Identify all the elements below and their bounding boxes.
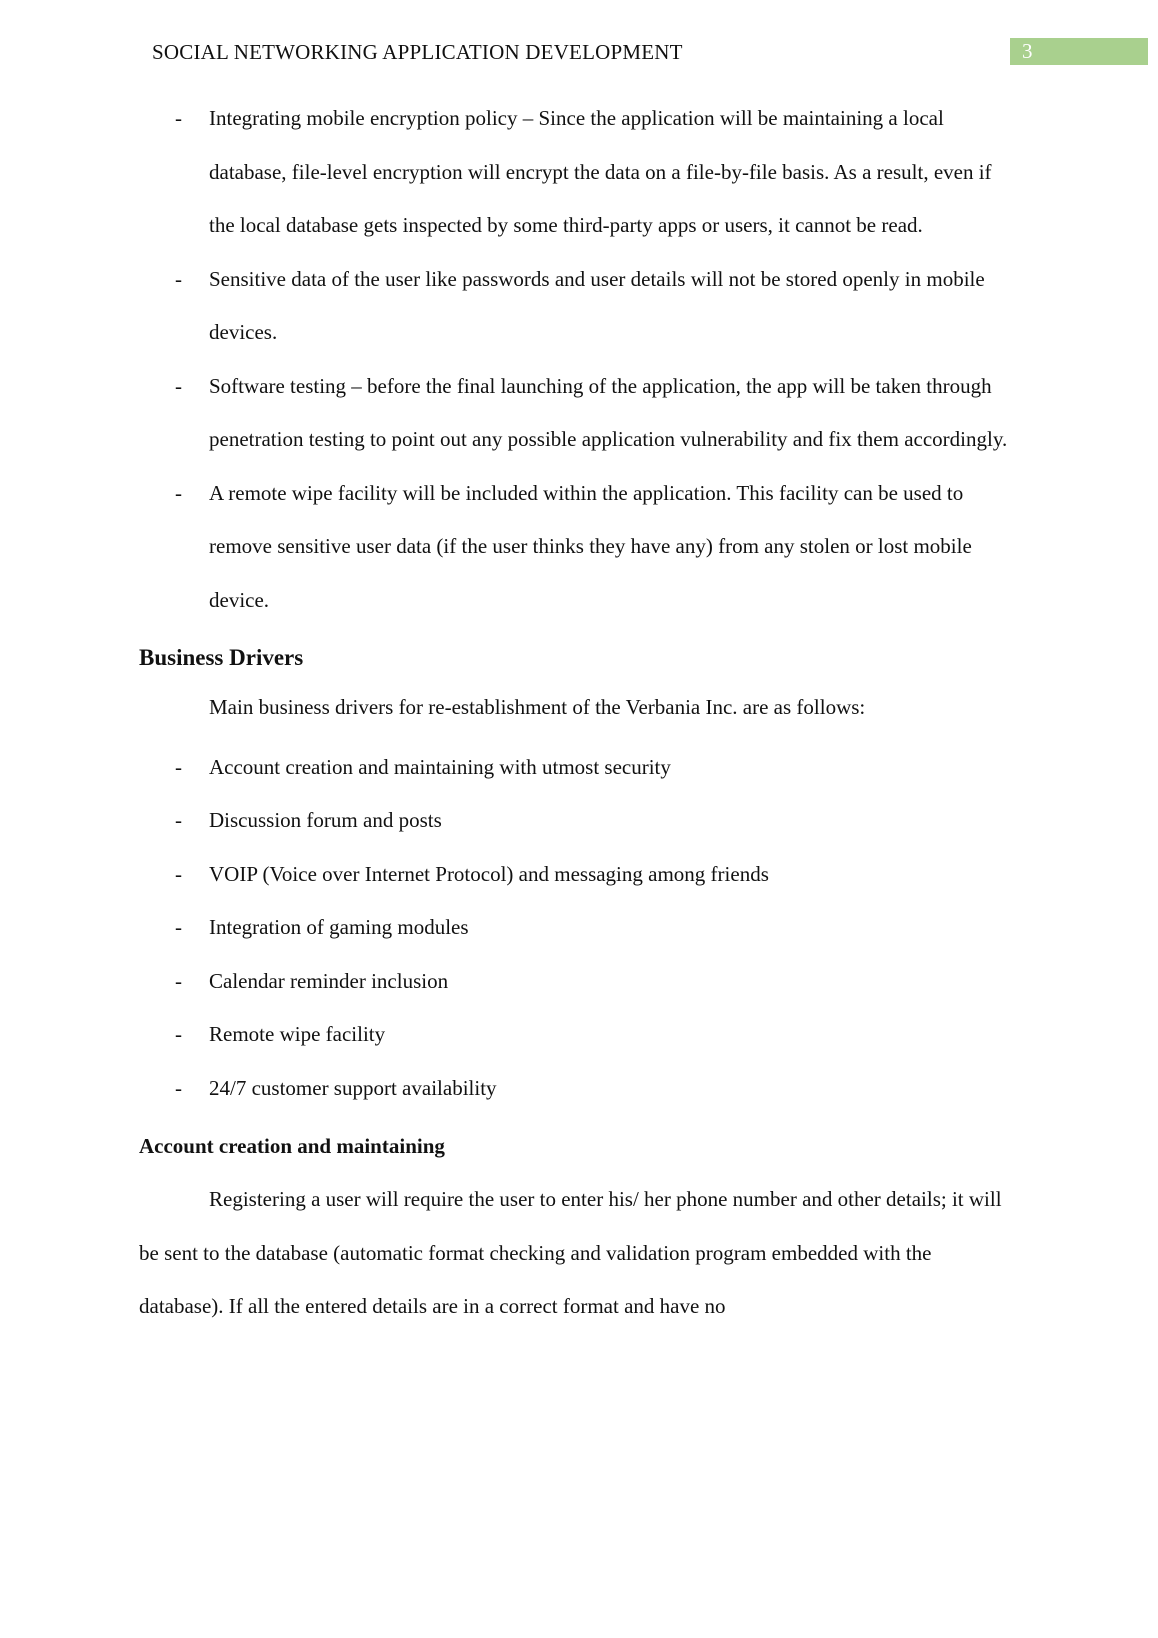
list-item-text: 24/7 customer support availability [209,1075,497,1100]
list-item [139,467,1019,628]
security-measures-list [139,92,1019,627]
account-creation-paragraph: Registering a user will require the user to enter his/ her phone number and other details; it will be sent to the database (automatic format checking and validation program embedded with the database). If all the entered details are in a correct format and have no [139,1187,1002,1318]
list-item [139,1062,1019,1116]
list-item-text: Calendar reminder inclusion [209,968,449,993]
list-item-text: Integrating mobile encryption policy – Since the application will be maintaining a local database, file-level encryption will encrypt the data on a file-by-file basis. As a result, even if the local database gets inspected by some third-party apps or users, it cannot be read. [209,106,992,237]
list-item [139,741,1019,795]
document-body [139,92,1019,1334]
list-item [139,360,1019,467]
page-number-badge: 3 [1010,38,1148,65]
business-drivers-intro: Main business drivers for re-establishment of the Verbania Inc. are as follows: [209,695,866,719]
list-dash: - [175,480,182,505]
list-item-text: A remote wipe facility will be included within the application. This facility can be used to remove sensitive user data (if the user thinks they have any) from any stolen or lost mobile device. [209,480,972,612]
account-creation-heading: Account creation and maintaining [139,1134,445,1158]
list-dash: - [175,266,182,291]
list-item [139,92,1019,253]
list-item [139,1008,1019,1062]
list-item-text: Discussion forum and posts [209,808,442,832]
business-drivers-list [139,741,1019,1116]
list-item-text: Software testing – before the final launching of the application, the app will be taken through penetration testing to point out any possible application vulnerability and fix them accordingly. [209,373,1008,451]
list-dash: - [175,808,182,832]
list-item [139,955,1019,1009]
list-dash: - [175,915,182,939]
list-dash: - [175,1022,182,1046]
list-item [139,253,1019,360]
list-dash: - [175,754,182,779]
list-item [139,901,1019,955]
list-dash: - [175,968,182,993]
list-dash: - [175,373,182,398]
list-item-text: Account creation and maintaining with utmost security [209,754,671,779]
list-dash: - [175,861,182,886]
running-header-title: SOCIAL NETWORKING APPLICATION DEVELOPMENT [152,40,683,64]
list-dash: - [175,106,182,130]
list-item-text: Sensitive data of the user like passwords and user details will not be stored openly in mobile devices. [209,266,985,344]
list-item [139,794,1019,848]
list-item-text: VOIP (Voice over Internet Protocol) and messaging among friends [209,861,769,886]
list-item [139,848,1019,902]
list-item-text: Integration of gaming modules [209,915,469,939]
list-item-text: Remote wipe facility [209,1022,386,1046]
list-dash: - [175,1075,182,1100]
business-drivers-heading: Business Drivers [139,645,304,670]
